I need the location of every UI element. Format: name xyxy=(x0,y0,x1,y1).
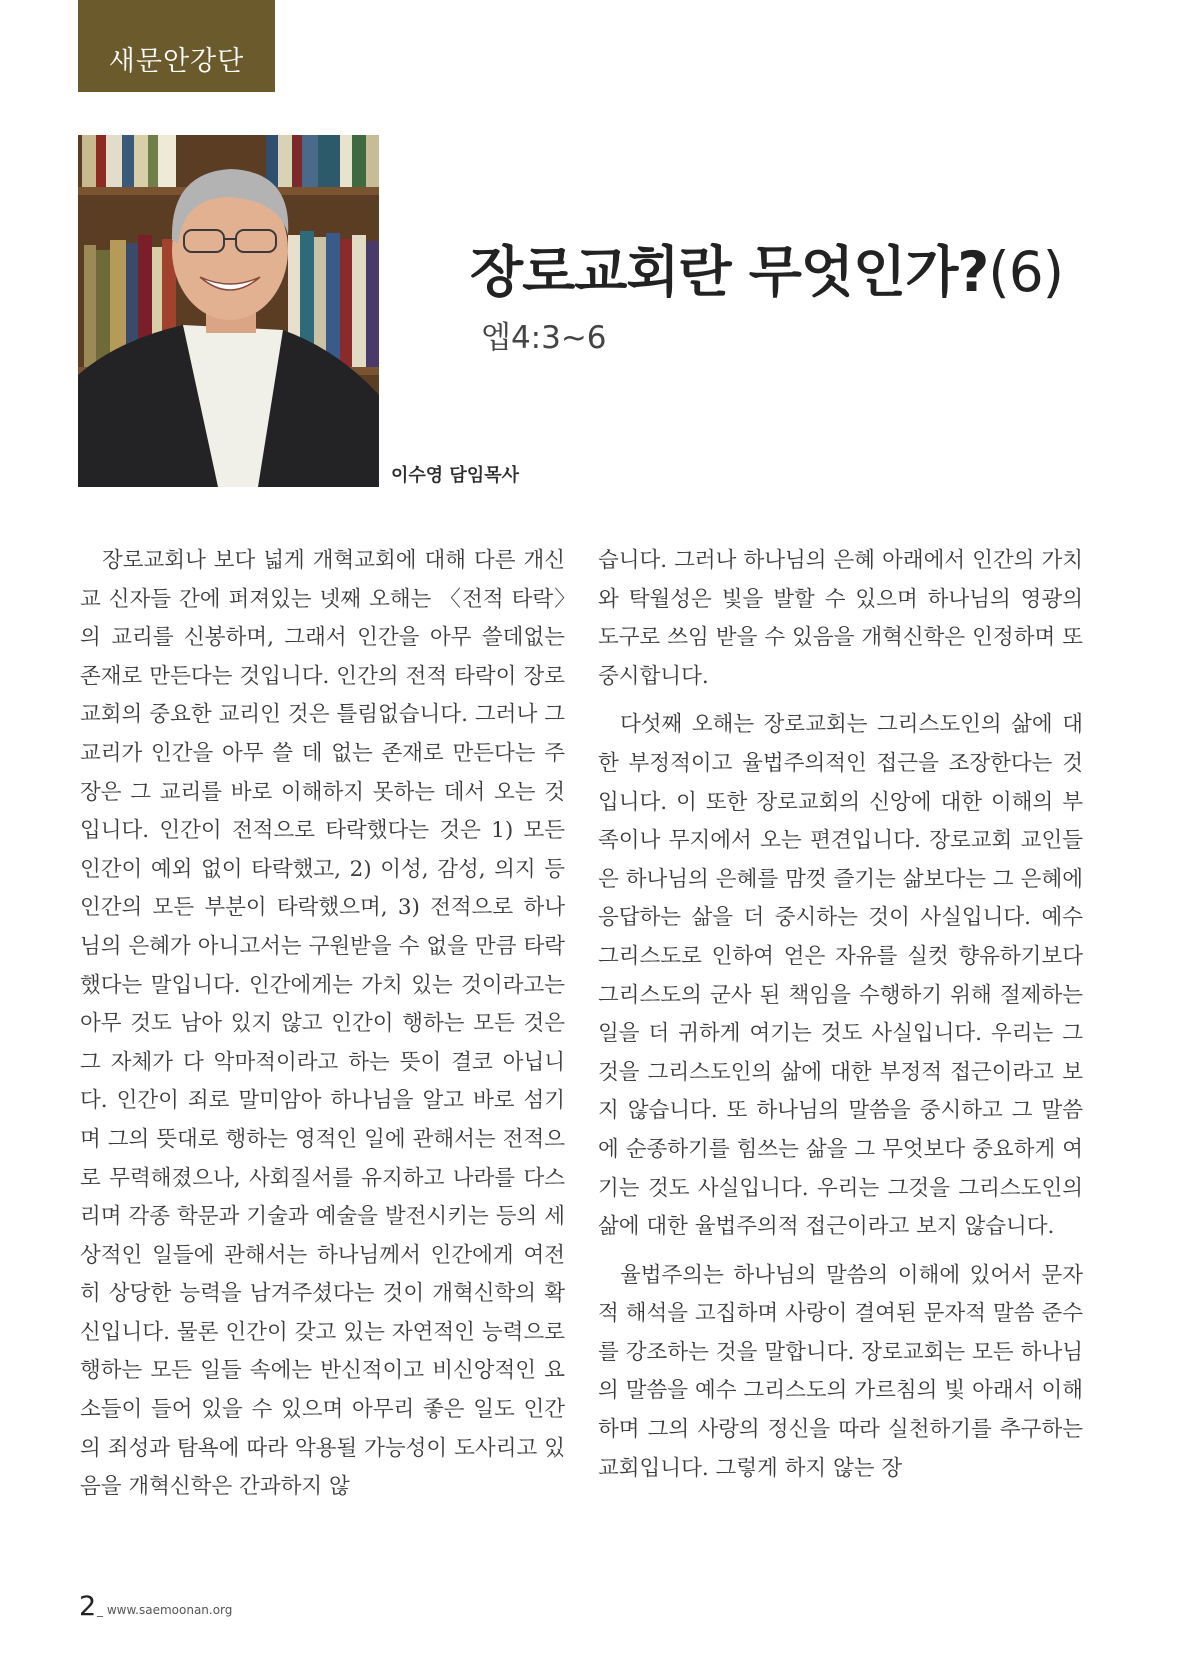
article-title xyxy=(470,228,1063,307)
paragraph: 장로교회나 보다 넓게 개혁교회에 대해 다른 개신교 신자들 간에 퍼져있는 넷째 오해는 〈전적 타락〉의 교리를 신봉하며, 그래서 인간을 아무 쓸데없는 존재로 만든다는 것입니다. 인간의 전적 타락이 장로교회의 중요한 교리인 것은 틀림없습니다. 그러나 그 교리가 인간을 아무 쓸 데 없는 존재로 만든다는 주장은 그 교리를 바로 이해하지 못하는 데서 오는 것입니다. 인간이 전적으로 타락했다는 것은 1) 모든 인간이 예외 없이 타락했고, 2) 이성, 감성, 의지 등 인간의 모든 부분이 타락했으며, 3) 전적으로 하나님의 은혜가 아니고서는 구원받을 수 없을 만큼 타락했다는 말입니다. 인간에게는 가치 있는 것이라고는 아무 것도 남아 있지 않고 인간이 행하는 모든 것은 그 자체가 다 악마적이라고 하는 뜻이 결코 아닙니다. 인간이 죄로 말미암아 하나님을 알고 바로 섬기며 그의 뜻대로 행하는 영적인 일에 관해서는 전적으로 무력해졌으나, 사회질서를 유지하고 나라를 다스리며 각종 학문과 기술과 예술을 발전시키는 등의 세상적인 일들에 관해서는 하나님께서 인간에게 여전히 상당한 능력을 남겨주셨다는 것이 개혁신학의 확신입니다. 물론 인간이 갖고 있는 자연적인 능력으로 행하는 모든 일들 속에는 반신적이고 비신앙적인 요소들이 들어 있을 수 있으며 아무리 좋은 일도 인간의 죄성과 탐욕에 따라 악용될 가능성이 도사리고 있음을 개혁신학은 간과하지 않 xyxy=(80,548,565,1500)
scripture-reference: 엡4:3~6 xyxy=(481,320,607,356)
footer-url: _ www.saemoonan.org xyxy=(97,1603,233,1617)
paragraph: 다섯째 오해는 장로교회는 그리스도인의 삶에 대한 부정적이고 율법주의적인 접근을 조장한다는 것입니다. 이 또한 장로교회의 신앙에 대한 이해의 부족이나 무지에서 오는 편견입니다. 장로교회 교인들은 하나님의 은혜를 맘껏 즐기는 삶보다는 그 은혜에 응답하는 삶을 더 중시하는 것이 사실입니다. 예수 그리스도로 인하여 얻은 자유를 실컷 향유하기보다 그리스도의 군사 된 책임을 수행하기 위해 절제하는 일을 더 귀하게 여기는 것도 사실입니다. 우리는 그것을 그리스도인의 삶에 대한 부정적 접근이라고 보지 않습니다. 또 하나님의 말씀을 중시하고 그 말씀에 순종하기를 힘쓰는 삶을 그 무엇보다 중요하게 여기는 것도 사실입니다. 우리는 그것을 그리스도인의 삶에 대한 율법주의적 접근이라고 보지 않습니다. xyxy=(598,712,1083,1240)
section-tab-label: 새문안강단 xyxy=(108,46,245,77)
page-number: 2 xyxy=(79,1591,97,1622)
author-photo xyxy=(78,135,379,487)
paragraph: 습니다. 그러나 하나님의 은혜 아래에서 인간의 가치와 탁월성은 빛을 발할 수 있으며 하나님의 영광의 도구로 쓰임 받을 수 있음을 개혁신학은 인정하며 또 중시합니다. xyxy=(598,548,1083,689)
author-name: 이수영 담임목사 xyxy=(391,465,519,486)
left-column xyxy=(80,542,565,1507)
right-column xyxy=(598,542,1083,1488)
title-text: 장로교회란 무엇인가? xyxy=(470,240,989,304)
paragraph: 율법주의는 하나님의 말씀의 이해에 있어서 문자적 해석을 고집하며 사랑이 결여된 문자적 말씀 준수를 강조하는 것을 말합니다. 장로교회는 모든 하나님의 말씀을 예수 그리스도의 가르침의 빛 아래서 이해하며 그의 사랑의 정신을 따라 실천하기를 추구하는 교회입니다. 그렇게 하지 않는 장 xyxy=(598,1262,1083,1481)
title-number: (6) xyxy=(988,240,1064,304)
section-tab xyxy=(78,0,275,92)
